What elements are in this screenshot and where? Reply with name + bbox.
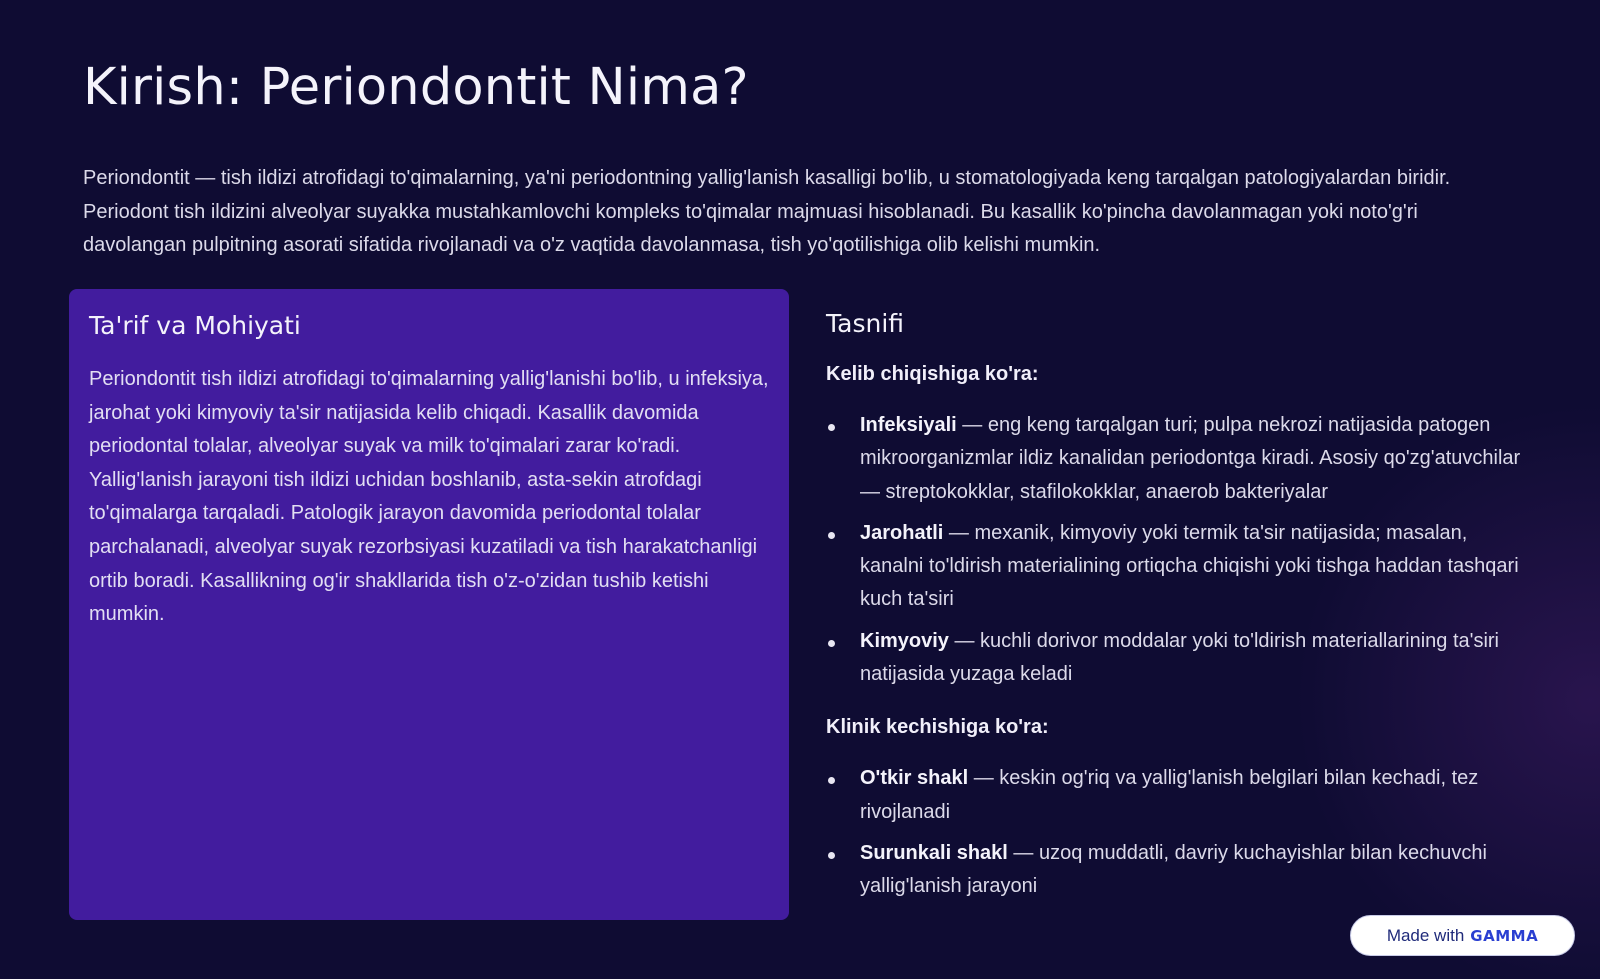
item-term: Jarohatli [860,521,944,544]
item-term: Surunkali shakl [860,841,1008,864]
origin-heading: Kelib chiqishiga ko'ra: [826,363,1039,385]
list-item [826,837,1526,904]
item-text: — uzoq muddatli, davriy kuchayishlar bilan kechuvchi yallig'lanish jarayoni [860,841,1487,898]
bullet-icon [828,532,835,539]
badge-prefix: Made with [1386,925,1465,945]
item-text: — kuchli dorivor moddalar yoki to'ldirish materiallarining ta'siri natijasida yuzaga keladi [860,629,1499,686]
item-term: Kimyoviy [860,629,949,652]
gamma-logo: GAMMA [1470,926,1539,945]
page-title: Kirish: Periondontit Nima? [83,58,749,117]
bullet-icon [828,777,835,784]
classification-section [826,306,1526,912]
classification-title: Tasnifi [826,309,905,338]
item-text: — keskin og'riq va yallig'lanish belgilari bilan kechadi, tez rivojlanadi [860,767,1479,823]
list-item [826,625,1526,692]
origin-list [826,409,1526,691]
item-text: — eng keng tarqalgan turi; pulpa nekrozi natijasida patogen mikroorganizmlar ildiz kanalidan periodontga kiradi. Asosiy qo'zg'atuvchilar — streptokokklar, stafilokokklar, anaerob bakteriyalar [860,414,1521,503]
intro-paragraph: Periondontit — tish ildizi atrofidagi to'qimalarning, ya'ni periodontning yallig'lanish kasalligi bo'lib, u stomatologiyada keng tarqalgan patologiyalardan biridir. Periodont tish ildizini alveolyar suyakka mustahkamlovchi kompleks to'qimalar majmuasi hisoblanadi. Bu kasallik ko'pincha davolanmagan yoki noto'g'ri davolangan pulpitning asorati sifatida rivojlanadi va o'z vaqtida davolanmasa, tish yo'qotilishiga olib kelishi mumkin. [83,167,1451,256]
list-item [826,762,1526,829]
list-item [826,517,1526,617]
clinical-heading: Klinik kechishiga ko'ra: [826,716,1049,739]
clinical-list [826,762,1526,903]
made-with-gamma-badge[interactable] [1350,915,1575,956]
list-item [826,409,1526,509]
bullet-icon [828,424,835,431]
bullet-icon [828,852,835,859]
bullet-icon [828,640,835,647]
card-title: Ta'rif va Mohiyati [89,311,301,340]
item-term: Infeksiyali [860,414,957,436]
item-text: — mexanik, kimyoviy yoki termik ta'sir natijasida; masalan, kanalni to'ldirish materialining ortiqcha chiqishi yoki tishga haddan tashqari kuch ta'siri [860,521,1519,611]
definition-card [69,289,789,920]
item-term: O'tkir shakl [860,767,969,790]
card-text: Periondontit tish ildizi atrofidagi to'qimalarning yallig'lanishi bo'lib, u infeksiya, jarohat yoki kimyoviy ta'sir natijasida kelib chiqadi. Kasallik davomida periodontal tolalar, alveolyar suyak va milk to'qimalari zarar ko'radi. Yallig'lanish jarayoni tish ildizi uchidan boshlanib, asta-sekin atrofdagi to'qimalarga tarqaladi. Patologik jarayon davomida periodontal tolalar parchalanadi, alveolyar suyak rezorbsiyasi kuzatiladi va tish harakatchanligi ortib boradi. Kasallikning og'ir shakllarida tish o'z-o'zidan tushib ketishi mumkin. [89,368,769,626]
